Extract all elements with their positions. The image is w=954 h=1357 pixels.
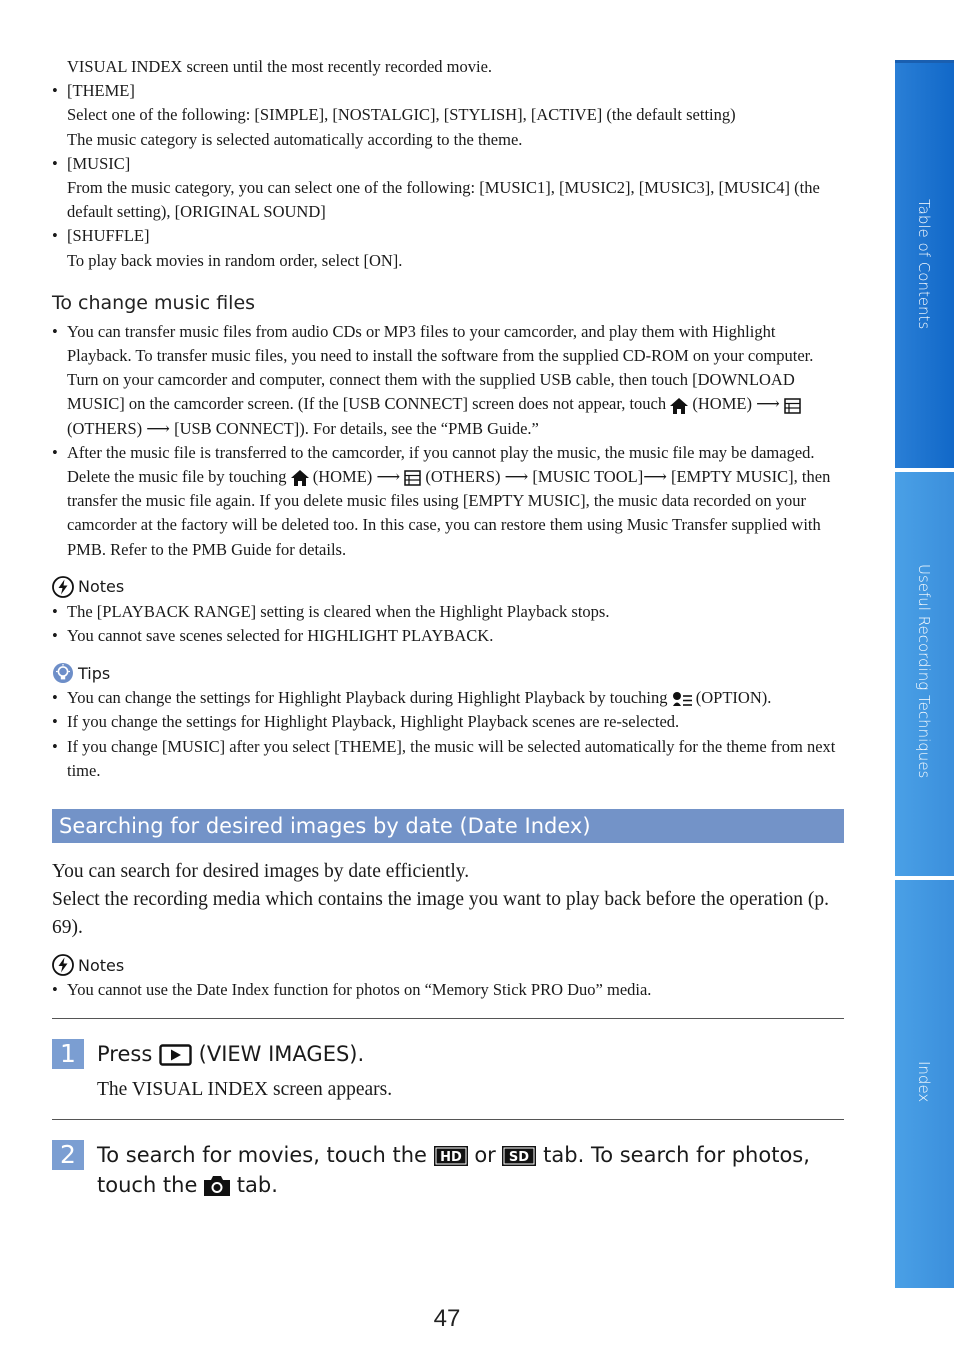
subsection-heading: To change music files (52, 291, 256, 314)
section-lead: You can search for desired images by date efficiently. Select the recording media which contains the image you want to play back before the operation (p. 69). (52, 861, 830, 939)
camera-icon (204, 1176, 230, 1196)
tips-label: Tips (52, 662, 844, 684)
page-number: 47 (433, 1305, 461, 1332)
list-item: • The [PLAYBACK RANGE] setting is cleared when the Highlight Playback stops. (52, 600, 844, 624)
list-item: • If you change the settings for Highlight Playback, Highlight Playback scenes are re-selected. (52, 710, 844, 734)
continuation-text: VISUAL INDEX screen until the most recently recorded movie. (67, 57, 493, 76)
tab-label: Table of Contents (915, 199, 933, 330)
tips-icon (52, 662, 74, 684)
tab-useful-recording-techniques[interactable] (895, 472, 954, 876)
list-item: • If you change [MUSIC] after you select [THEME], the music will be selected automatically for the theme from next time. (52, 735, 844, 783)
notes-list (52, 978, 844, 1002)
page-content (52, 55, 844, 1200)
notes-icon (52, 576, 74, 598)
option-list (52, 79, 844, 273)
tab-label: Useful Recording Techniques (915, 564, 933, 779)
list-item: • You can transfer music files from audio CDs or MP3 files to your camcorder, and play them with Highlight Playback. To transfer music files, you need to install the software from the supplied CD-ROM on your computer. Turn on your camcorder and computer, connect them with the supplied USB cable, then touch [DOWNLOAD MUSIC] on the camcorder screen. (If the [USB CONNECT] screen does not appear, touch (HOME) ⟶ (OTHERS) ⟶ [USB CONNECT]). For details, see the “PMB Guide.” (52, 320, 844, 441)
list-item: • [MUSIC] From the music category, you can select one of the following: [MUSIC1], [MUSIC2], [MUSIC3], [MUSIC4] (the default setting), [ORIGINAL SOUND] (52, 152, 844, 225)
arrow-right-icon: ⟶ (643, 467, 667, 487)
home-icon (670, 398, 688, 414)
list-item: • [SHUFFLE] To play back movies in random order, select [ON]. (52, 224, 844, 272)
step-number-badge: 2 (52, 1140, 84, 1170)
others-icon (404, 470, 421, 486)
list-item: • You can change the settings for Highlight Playback during Highlight Playback by touching (OPTION). (52, 686, 844, 710)
notes-label: Notes (52, 954, 844, 976)
notes-list (52, 600, 844, 648)
arrow-right-icon: ⟶ (376, 467, 401, 487)
tab-label: Index (915, 1061, 933, 1103)
hd-movie-icon (434, 1146, 468, 1166)
step-description: The VISUAL INDEX screen appears. (97, 1079, 393, 1101)
view-images-icon (159, 1044, 192, 1066)
list-item: • [THEME] Select one of the following: [SIMPLE], [NOSTALGIC], [STYLISH], [ACTIVE] (the default setting) The music category is selected automatically according to the theme. (52, 79, 844, 152)
option-icon (672, 691, 692, 707)
sd-movie-icon (502, 1146, 536, 1166)
arrow-right-icon: ⟶ (756, 394, 780, 414)
section-heading: Searching for desired images by date (Date Index) (52, 809, 844, 843)
svg-text:HD: HD (439, 1150, 462, 1166)
notes-label: Notes (52, 576, 844, 598)
list-item: • After the music file is transferred to the camcorder, if you cannot play the music, the music file may be damaged. Delete the music file by touching (HOME) ⟶ (OTHERS) ⟶ [MUSIC TOOL]⟶ [EMPTY MUSIC], then transfer the music file again. If you delete music files using [EMPTY MUSIC], the music data recorded on your camcorder at the factory will be deleted too. In this case, you can restore them using Music Transfer supplied with PMB. Refer to the PMB Guide for details. (52, 441, 844, 562)
tab-index[interactable] (895, 880, 954, 1288)
tips-list (52, 686, 844, 783)
divider (52, 1018, 844, 1019)
list-item: • You cannot use the Date Index function for photos on “Memory Stick PRO Duo” media. (52, 978, 844, 1002)
step-title: Press (VIEW IMAGES). (97, 1042, 365, 1067)
divider (52, 1119, 844, 1120)
tab-table-of-contents[interactable] (895, 60, 954, 468)
step-2 (52, 1140, 844, 1200)
svg-text:SD: SD (509, 1150, 530, 1166)
step-1 (52, 1039, 844, 1069)
arrow-right-icon: ⟶ (146, 418, 170, 438)
others-icon (784, 398, 801, 414)
home-icon (291, 470, 309, 486)
arrow-right-icon: ⟶ (504, 467, 529, 487)
music-files-list (52, 320, 844, 562)
step-title: To search for movies, touch the HD or SD tab. To search for photos, touch the tab. (97, 1143, 810, 1198)
notes-icon (52, 954, 74, 976)
list-item: • You cannot save scenes selected for HIGHLIGHT PLAYBACK. (52, 624, 844, 648)
step-number-badge: 1 (52, 1039, 84, 1069)
